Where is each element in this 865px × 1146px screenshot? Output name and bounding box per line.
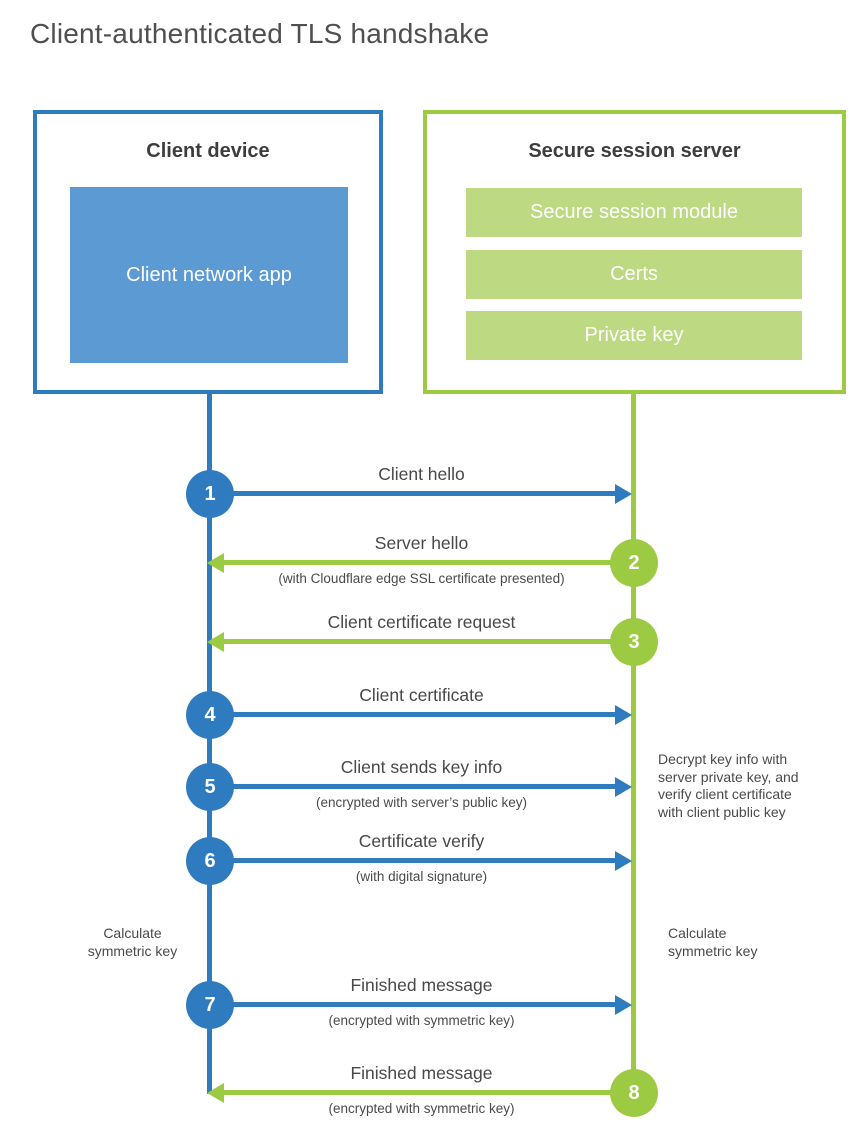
step-2-arrow <box>223 560 631 565</box>
step-6-arrow <box>212 858 615 863</box>
step-7-arrowhead-icon <box>615 995 632 1015</box>
step-3-arrow <box>223 639 631 644</box>
annotation-decrypt-note <box>658 751 863 821</box>
page-title: Client-authenticated TLS handshake <box>30 18 490 49</box>
step-1-arrowhead-icon <box>615 484 632 504</box>
server-module-certs: Certs <box>466 250 802 299</box>
step-5-arrow <box>212 784 615 789</box>
step-2-arrowhead-icon <box>207 553 224 573</box>
step-4-circle: 4 <box>186 691 234 739</box>
annotation-decrypt-note-line3: verify client certificate <box>658 786 792 802</box>
step-6-label: Certificate verify <box>358 831 485 851</box>
step-2-label: Server hello <box>374 533 469 553</box>
server-module-private-key: Private key <box>466 311 802 360</box>
step-8-sublabel: (encrypted with symmetric key) <box>328 1101 515 1116</box>
server-title: Secure session server <box>528 140 741 162</box>
client-network-app-box: Client network app <box>70 187 348 363</box>
step-1-arrow <box>212 491 615 496</box>
annotation-decrypt-note-line1: Decrypt key info with <box>658 751 788 767</box>
step-5-label: Client sends key info <box>340 757 503 777</box>
step-8-label: Finished message <box>350 1063 493 1083</box>
step-7-circle: 7 <box>186 981 234 1029</box>
step-6-sublabel: (with digital signature) <box>355 869 488 884</box>
step-3-arrowhead-icon <box>207 632 224 652</box>
step-7-sublabel: (encrypted with symmetric key) <box>328 1013 515 1028</box>
step-4-arrowhead-icon <box>615 705 632 725</box>
step-1-circle: 1 <box>186 470 234 518</box>
annotation-decrypt-note-line2: server private key, and <box>658 768 799 785</box>
step-8-arrow <box>223 1090 631 1095</box>
step-2-sublabel: (with Cloudflare edge SSL certificate presented) <box>278 571 565 586</box>
step-6-arrowhead-icon <box>615 851 632 871</box>
step-4-label: Client certificate <box>359 685 484 705</box>
annotation-calculate-left-line2: symmetric key <box>87 942 178 959</box>
server-module-secure-session: Secure session module <box>466 188 802 237</box>
step-5-arrowhead-icon <box>615 777 632 797</box>
step-4-arrow <box>212 712 615 717</box>
annotation-decrypt-note-line4: with client public key <box>658 803 786 820</box>
step-3-label: Client certificate request <box>327 612 516 632</box>
annotation-calculate-right-line1: Calculate <box>668 925 727 941</box>
annotation-calculate-right <box>668 925 798 960</box>
step-8-circle: 8 <box>610 1069 658 1117</box>
step-3-circle: 3 <box>610 618 658 666</box>
step-1-label: Client hello <box>378 464 465 484</box>
step-2-circle: 2 <box>610 539 658 587</box>
step-5-circle: 5 <box>186 763 234 811</box>
step-7-arrow <box>212 1002 615 1007</box>
step-8-arrowhead-icon <box>207 1083 224 1103</box>
client-device-title: Client device <box>146 140 270 162</box>
step-6-circle: 6 <box>186 837 234 885</box>
annotation-calculate-left-line1: Calculate <box>103 925 162 941</box>
step-5-sublabel: (encrypted with server’s public key) <box>315 795 528 810</box>
annotation-calculate-left <box>70 925 195 960</box>
step-7-label: Finished message <box>350 975 493 995</box>
annotation-calculate-right-line2: symmetric key <box>668 942 758 959</box>
